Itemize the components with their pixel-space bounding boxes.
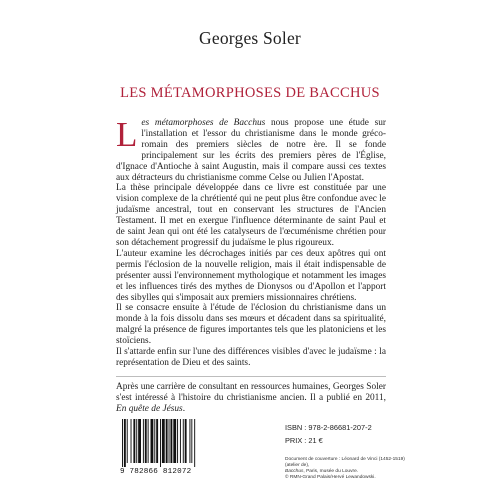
- barcode-bar: [136, 419, 137, 463]
- bio-end: .: [182, 404, 186, 414]
- author-bio: [116, 382, 386, 415]
- barcode-bar: [154, 419, 155, 463]
- divider: [116, 376, 386, 377]
- barcode-bar: [138, 419, 141, 463]
- barcode-bar: [145, 419, 147, 463]
- blurb-paragraph-5: Il s'attarde enfin sur l'une des différences visibles d'avec le judaïsme : la représentation de Dieu et des saints.: [116, 347, 386, 368]
- barcode-bar: [151, 419, 154, 463]
- bio-book-title: En quête de Jésus: [116, 404, 183, 414]
- credit-artwork-title: Bacchus: [285, 469, 304, 474]
- credit-line-1: Document de couverture : Léonard de Vinci (1452-1519) (atelier de),: [285, 457, 405, 468]
- price: PRIX : 21 €: [285, 436, 323, 445]
- barcode-bar: [122, 419, 123, 467]
- barcode-bars: [118, 419, 222, 467]
- credit-location: , Paris, musée du Louvre.: [303, 469, 359, 474]
- blurb-text: [116, 115, 386, 369]
- blurb-paragraph-2: La thèse principale développée dans ce livre est constituée par une vision complexe de la chrétienté qui ne peut plus être confondue avec le judaïsme ancestral, tout en conservant les structures de l'Ancien Testament. Il met en exergue l'influence déterminante de saint Paul et de saint Jean qui ont été les catalyseurs de l'œcuménisme chrétien pour son détachement progressif du judaïsme le plus rigoureux.: [116, 183, 386, 248]
- cover-credit: [285, 457, 405, 481]
- barcode-number: 9 782866 812072: [120, 468, 192, 476]
- bio-text: Après une carrière de consultant en ressources humaines, Georges Soler s'est intéressé à l'histoire du christianisme ancien. Il a publié en 2011,: [116, 382, 386, 403]
- blurb-p1-text: nous propose une étude sur l'installation et l'essor du christianisme dans le monde gréco-romain des premiers siècles de notre ère. Il se fonde principalement sur les écrits des premiers pères de l'Église, d'Ignace d'Antioche à saint Augustin, mais il compare aussi ces textes aux détracteurs du christianisme comme Celse ou Julien l'Apostat.: [116, 118, 386, 183]
- book-title: LES MÉTAMORPHOSES DE BACCHUS: [120, 85, 380, 101]
- barcode-bar: [170, 419, 172, 463]
- barcode-bar: [166, 419, 168, 463]
- barcode-bar: [133, 419, 135, 463]
- barcode-bar: [183, 419, 184, 463]
- barcode-bar: [180, 419, 181, 463]
- blurb-paragraph-3: L'auteur examine les décrochages initiés par ces deux apôtres qui ont permis l'éclosion de la nouvelle religion, mais il était indispensable de présenter aussi l'environnement mythologique et notamment les images et les influences tirés des mythes de Dionysos ou d'Apollon et l'apport des sibylles qui s'imposait aux premiers missionnaires chrétiens.: [116, 248, 386, 303]
- blurb-title-italic: es métamorphoses de Bacchus: [141, 118, 266, 128]
- barcode-bar: [173, 419, 176, 463]
- author-name: Georges Soler: [199, 28, 301, 48]
- barcode-bar: [160, 419, 161, 467]
- barcode-bar: [162, 419, 165, 463]
- barcode-bar: [185, 419, 187, 463]
- barcode-bar: [194, 419, 195, 467]
- barcode-bar: [177, 419, 178, 463]
- blurb-paragraph-4: Il se consacre ensuite à l'étude de l'éclosion du christianisme dans un monde à la fois dissolu dans ses mœurs et décadent dans sa spiritualité, malgré la présence de figures importantes tels que les platoniciens et les stoïciens.: [116, 303, 386, 347]
- drop-cap: L: [116, 115, 138, 154]
- credit-line-3: © RMN-Grand Palais/Hervé Lewandowski.: [285, 475, 376, 480]
- barcode-bar: [189, 419, 190, 463]
- blurb-paragraph-1: [116, 115, 386, 183]
- barcode-bar: [131, 419, 132, 463]
- barcode-bar: [124, 419, 126, 467]
- isbn: ISBN : 978-2-86681-207-2: [285, 423, 372, 432]
- barcode-bar: [169, 419, 170, 463]
- barcode-bar: [143, 419, 144, 463]
- barcode-bar: [191, 419, 192, 463]
- barcode-bar: [148, 419, 149, 463]
- barcode-bar: [156, 419, 158, 463]
- barcode-bar: [127, 419, 128, 463]
